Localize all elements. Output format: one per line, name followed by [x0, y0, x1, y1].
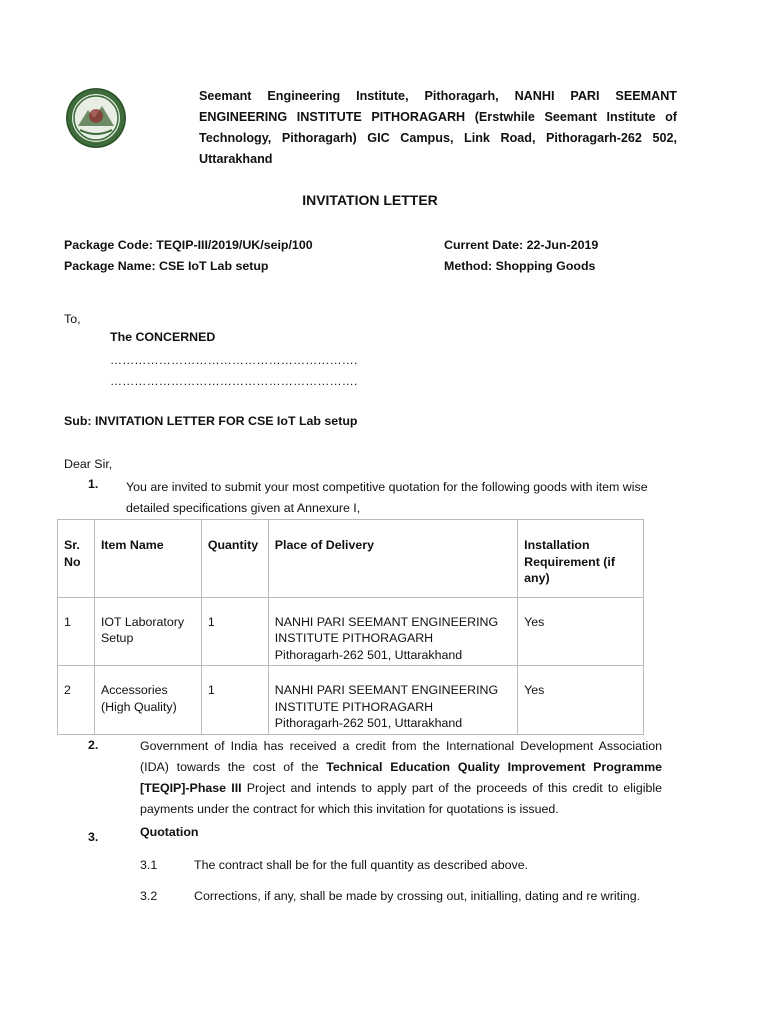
- document-title: INVITATION LETTER: [302, 192, 438, 208]
- current-date: Current Date: 22-Jun-2019: [444, 238, 599, 252]
- place-address: Pithoragarh-262 501, Uttarakhand: [274, 716, 463, 730]
- cell-sr: 2: [58, 666, 95, 735]
- col-header-item-name: Item Name: [94, 520, 201, 598]
- col-header-sr-no: Sr. No: [58, 520, 95, 598]
- cell-install: Yes: [518, 597, 644, 666]
- cell-install: Yes: [518, 666, 644, 735]
- recipient-line-2: …………………………………………………….: [110, 374, 358, 388]
- institute-seal-icon: [64, 86, 128, 150]
- institute-address: Seemant Engineering Institute, Pithoragarh, NANHI PARI SEEMANT ENGINEERING INSTITUTE PITHORAGARH (Erstwhile Seemant Institute of Technology, Pithoragarh) GIC Campus, Link Road, Pithoragarh-262 502, Uttarakhand: [199, 89, 677, 166]
- col-header-place-of-delivery: Place of Delivery: [268, 520, 517, 598]
- teqip-programme-name: Technical Education Quality Improvement Programme [TEQIP]-Phase III: [140, 760, 662, 795]
- clause-3-1-number: 3.1: [140, 858, 158, 872]
- col-header-quantity: Quantity: [201, 520, 268, 598]
- cell-item: Accessories (High Quality): [94, 666, 201, 735]
- para-2-text-a: Government of India has received a credit from the International Development Association (IDA) towards the cost of the: [140, 739, 662, 774]
- para-2-text: [140, 736, 662, 820]
- to-label: To,: [64, 312, 81, 326]
- items-table: [57, 519, 644, 735]
- procurement-method: Method: Shopping Goods: [444, 259, 596, 273]
- clause-3-1-text: The contract shall be for the full quantity as described above.: [194, 858, 529, 872]
- cell-place: [268, 597, 517, 666]
- para-1-text: You are invited to submit your most competitive quotation for the following goods with item wise detailed specifications given at Annexure I,: [126, 480, 648, 515]
- place-name: NANHI PARI SEEMANT ENGINEERING INSTITUTE PITHORAGARH: [274, 614, 499, 645]
- table-row: [58, 597, 644, 666]
- para-2-number: 2.: [88, 738, 99, 752]
- para-3-number: 3.: [88, 830, 99, 844]
- place-name: NANHI PARI SEEMANT ENGINEERING INSTITUTE PITHORAGARH: [274, 683, 499, 714]
- cell-qty: 1: [201, 597, 268, 666]
- recipient-name: The CONCERNED: [110, 330, 216, 344]
- recipient-line-1: …………………………………………………….: [110, 353, 358, 367]
- package-code: Package Code: TEQIP-III/2019/UK/seip/100: [64, 238, 313, 252]
- cell-qty: 1: [201, 666, 268, 735]
- quotation-heading: Quotation: [140, 825, 199, 839]
- clause-3-2-number: 3.2: [140, 889, 158, 903]
- para-2-text-b: Project and intends to apply part of the proceeds of this credit to eligible payments under the contract for which this invitation for quotations is issued.: [140, 781, 662, 816]
- subject-line: Sub: INVITATION LETTER FOR CSE IoT Lab setup: [64, 414, 358, 428]
- table-row: [58, 666, 644, 735]
- salutation: Dear Sir,: [64, 457, 113, 471]
- place-address: Pithoragarh-262 501, Uttarakhand: [274, 647, 463, 662]
- cell-sr: 1: [58, 597, 95, 666]
- table-header-row: [58, 520, 644, 598]
- clause-3-2-text: Corrections, if any, shall be made by crossing out, initialling, dating and re writing.: [194, 889, 641, 903]
- package-name: Package Name: CSE IoT Lab setup: [64, 259, 269, 273]
- para-1-number: 1.: [88, 477, 99, 491]
- cell-place: [268, 666, 517, 735]
- cell-item: IOT Laboratory Setup: [94, 597, 201, 666]
- col-header-installation: Installation Requirement (if any): [518, 520, 644, 598]
